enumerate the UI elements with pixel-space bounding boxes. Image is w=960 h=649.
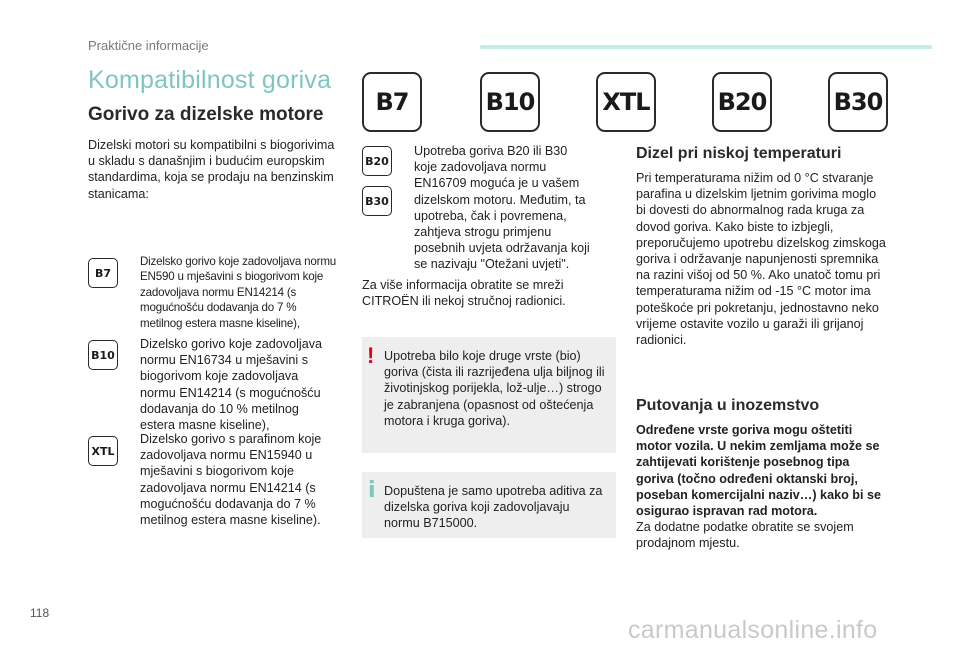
warning-box bbox=[362, 337, 616, 453]
watermark: carmanualsonline.info bbox=[628, 616, 878, 644]
fuel-icon-xtl: XTL bbox=[88, 436, 118, 466]
fuel-badge-xtl: XTL bbox=[596, 72, 656, 132]
abroad-text: Za dodatne podatke obratite se svojem prodajnom mjestu. bbox=[636, 520, 854, 551]
fuel-badge-b7: B7 bbox=[362, 72, 422, 132]
low-temp-text: Pri temperaturama nižim od 0 °C stvaranje parafina u dizelskim ljetnim gorivima moglo bi dovesti do abnormalnog rada kruga za dovod goriva. Kako biste to izbjegli, preporučujemo upotrebu dizelskog zimskoga goriva i održavanje napunjenosti spremnika na razini višoj od 50 %. Ako unatoč tomu pri temperaturama nižim od -15 °C motor ima poteškoće pri pokretanju, jednostavno neko vrijeme ostavite vozilo u garaži ili grijanoj radionici. bbox=[636, 171, 886, 348]
page-title: Kompatibilnost goriva bbox=[88, 66, 332, 94]
fuel-description-xtl: Dizelsko gorivo s parafinom koje zadovoljava normu EN15940 u mješavini s biogorivom koje zadovoljava normu EN14214 (s mogućnošću dodavanja do 7 % metilnog estera masne kiseline). bbox=[140, 432, 322, 528]
more-info-text: Za više informacija obratite se mreži CITROËN ili nekoj stručnoj radionici. bbox=[362, 278, 566, 309]
warning-text: Upotreba bilo koje druge vrste (bio) goriva (čista ili razrijeđena ulja biljnog ili životinjskog porijekla, lož-ulje…) strogo je zabranjena (opasnost od oštećenja motora i kruga goriva). bbox=[384, 349, 605, 428]
page-number: 118 bbox=[30, 606, 50, 620]
b20-b30-text: Upotreba goriva B20 ili B30 koje zadovoljava normu EN16709 moguća je u vašem dizelskom motoru. Međutim, ta upotreba, čak i povremena, zahtjeva strogu primjenu posebnih uvjeta održavanja koji se nazivaju "Otežani uvjeti". bbox=[414, 144, 590, 272]
intro-text: Dizelski motori su kompatibilni s biogorivima u skladu s današnjim i budućim europskim standardima, koja se prodaju na benzinskim stanicama: bbox=[88, 138, 335, 201]
fuel-icon-b10: B10 bbox=[88, 340, 118, 370]
info-box bbox=[362, 472, 616, 538]
abroad-block bbox=[636, 422, 886, 552]
fuel-badge-b30: B30 bbox=[828, 72, 888, 132]
warning-icon: ! bbox=[367, 343, 375, 368]
section-label: Praktične informacije bbox=[88, 38, 209, 53]
section-subtitle: Gorivo za dizelske motore bbox=[88, 104, 324, 125]
fuel-description-b10: Dizelsko gorivo koje zadovoljava normu EN16734 u mješavini s biogorivom koje zadovoljava normu EN14214 (s mogućnošću dodavanja do 10 % metilnog estera masne kiseline), bbox=[140, 337, 323, 433]
info-icon: i bbox=[368, 478, 376, 503]
fuel-icon-b20: B20 bbox=[362, 146, 392, 176]
fuel-badge-b10: B10 bbox=[480, 72, 540, 132]
abroad-heading: Putovanja u inozemstvo bbox=[636, 397, 820, 414]
fuel-badge-b20: B20 bbox=[712, 72, 772, 132]
low-temp-heading: Dizel pri niskoj temperaturi bbox=[636, 145, 842, 162]
abroad-bold-text: Određene vrste goriva mogu oštetiti motor vozila. U nekim zemljama može se zahtijevati korištenje posebnog tipa goriva (točno određeni oktanski broj, poseban komercijalni naziv…) kako bi se osigurao ispravan rad motora. bbox=[636, 423, 881, 519]
header-divider bbox=[480, 45, 932, 49]
fuel-icon-b7: B7 bbox=[88, 258, 118, 288]
fuel-icon-b30: B30 bbox=[362, 186, 392, 216]
fuel-description-b7: Dizelsko gorivo koje zadovoljava normu EN590 u mješavini s biogorivom koje zadovoljava normu EN14214 (s mogućnošću dodavanja do 7 % metilnog estera masne kiseline), bbox=[140, 255, 337, 330]
info-text: Dopuštena je samo upotreba aditiva za dizelska goriva koji zadovoljavaju normu B715000. bbox=[384, 484, 603, 531]
